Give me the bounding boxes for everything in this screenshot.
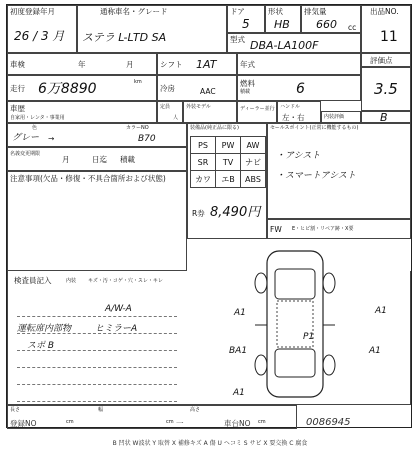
door-value: 5 xyxy=(242,17,250,31)
mark-a1-side: A1 xyxy=(369,346,381,356)
type-value: DBA-LA100F xyxy=(250,39,319,52)
equipment-cell xyxy=(187,123,267,239)
door-label: ドア xyxy=(230,7,245,16)
sales-points-cell xyxy=(267,123,411,219)
width-label: 幅 xyxy=(98,407,104,413)
reg-no-dash: 一 xyxy=(176,419,184,428)
score-label-cell xyxy=(361,53,411,67)
capacity-value: 6 xyxy=(296,81,305,97)
color-model-label: 外装モデル xyxy=(186,104,211,110)
mileage-label: 走行 xyxy=(10,84,25,93)
sales-point-2: ・スマートアシスト xyxy=(276,171,356,181)
cc-value: 660 xyxy=(316,18,337,31)
car-diagram xyxy=(227,241,357,405)
handle-label: ハンドル xyxy=(280,104,301,110)
displacement-cell xyxy=(301,5,361,33)
width-unit: cm xyxy=(166,419,174,425)
cc-unit: cc xyxy=(348,23,357,32)
shift-cell xyxy=(157,53,237,75)
sales-point-1: ・アシスト xyxy=(276,151,321,161)
score-label: 評価点 xyxy=(370,56,393,65)
fw-cell xyxy=(267,219,411,239)
auction-sheet xyxy=(6,4,412,428)
chassis-value: 0086945 xyxy=(306,417,351,428)
inspector-interior-items: キズ・汚・コゲ・穴・スレ・キレ xyxy=(88,278,163,284)
length-unit: cm xyxy=(66,419,74,425)
listing-value: 11 xyxy=(380,29,398,45)
inspector-interior-label: 内装 xyxy=(66,278,77,284)
mark-a1-left: A1 xyxy=(234,308,246,318)
tv-item: TV xyxy=(216,154,241,171)
airbag-item: エB xyxy=(216,171,241,188)
shape-cell xyxy=(265,5,301,33)
shape-label: 形状 xyxy=(268,7,283,16)
recycle-value: 8,490円 xyxy=(210,205,261,220)
ac-label: 冷房 xyxy=(160,84,175,93)
color-original-label: 色 xyxy=(32,125,38,131)
equipment-label: 装備品(純正品に限る) xyxy=(190,125,239,131)
name-change-label: 名義変更期限 xyxy=(10,151,41,157)
note-interior: 運転席内部物 xyxy=(17,324,72,334)
length-label: 長さ xyxy=(10,407,21,413)
sales-points-label: セールスポイント(正常に機能するもの) xyxy=(270,125,359,131)
listing-label: 出品NO. xyxy=(370,7,399,16)
reg-no-label: 登録NO xyxy=(10,419,37,428)
first-registration-cell xyxy=(7,5,77,53)
fuel-label: 燃料 xyxy=(240,79,255,88)
fuel-cell xyxy=(237,75,361,101)
interior-value: B xyxy=(380,111,388,124)
interior-label-cell xyxy=(321,111,361,123)
model-name-value: ステラ L-LTD SA xyxy=(82,31,167,44)
ac-value: AAC xyxy=(200,87,216,96)
pw-item: PW xyxy=(216,137,241,154)
score-value: 3.5 xyxy=(374,80,398,98)
legend: B 凹状 W波状 Y 取替 X 補修キズ A 傷 U ヘコミ S サビ X 要交換 C 腐食 xyxy=(112,440,308,447)
abs-item: ABS xyxy=(241,171,266,188)
cc-label: 排気量 xyxy=(304,7,327,16)
type-label: 型式 xyxy=(230,35,245,44)
year-label: 年式 xyxy=(240,60,255,69)
inspection-cell xyxy=(7,53,157,75)
first-reg-label: 初度登録年月 xyxy=(10,7,55,16)
inspection-label: 車検 xyxy=(10,60,25,69)
mark-a1-rear: A1 xyxy=(233,388,245,398)
note-spo: スポ B xyxy=(27,341,55,351)
color-no-label: カラーNO xyxy=(126,125,149,131)
inspection-year: 年 xyxy=(78,60,86,69)
score-value-cell xyxy=(361,67,411,111)
shift-label: シフト xyxy=(160,60,183,69)
year-cell xyxy=(237,53,361,75)
fw-label: FW xyxy=(270,225,282,234)
mileage-cell xyxy=(7,75,157,101)
capacity-label: 積載 xyxy=(240,89,251,95)
sr-item: SR xyxy=(191,154,216,171)
aw-item: AW xyxy=(241,137,266,154)
fw-text: E・ヒビ割・リペア跡・X要 xyxy=(292,226,354,232)
mark-ba1: BA1 xyxy=(229,346,248,356)
seats-unit: 人 xyxy=(173,115,179,121)
handle-value: 左・右 xyxy=(282,113,305,122)
first-reg-value: 26 / 3 月 xyxy=(14,29,65,43)
door-cell xyxy=(227,5,265,33)
history-sub: 自家用・レンタ・事業用 xyxy=(10,115,65,121)
interior-label: 内装評価 xyxy=(324,114,345,120)
ps-item: PS xyxy=(191,137,216,154)
note-aw: A/W-A xyxy=(105,304,132,314)
docs-date-label: 日迄 xyxy=(92,155,107,164)
registration-row xyxy=(6,418,412,432)
leather-item: カワ xyxy=(191,171,216,188)
mark-p1: P1 xyxy=(303,332,315,342)
docs-multi-label: 積載 xyxy=(120,155,135,164)
shape-value: HB xyxy=(274,18,290,31)
note-mirror: ヒミラーA xyxy=(95,324,138,334)
exterior-model-cell xyxy=(183,101,237,123)
model-name-cell xyxy=(77,5,227,53)
listing-number-cell xyxy=(361,5,411,53)
mileage-value: 6万8890 xyxy=(38,81,97,97)
color-no-value: B70 xyxy=(138,134,156,144)
mileage-unit: km xyxy=(134,79,142,85)
docs-month: 月 xyxy=(62,155,70,164)
height-unit: cm xyxy=(258,419,266,425)
dealer-label: ディーラー並行 xyxy=(240,106,275,112)
seats-cell xyxy=(157,101,183,123)
chassis-label: 車台NO xyxy=(224,419,251,428)
inspector-label: 検査員記入 xyxy=(14,276,52,285)
interior-value-cell xyxy=(361,111,411,123)
remarks-label: 注意事項(欠品・修復・不具合箇所および状態) xyxy=(10,174,166,183)
shift-value: 1AT xyxy=(196,58,217,71)
height-label: 高さ xyxy=(190,407,201,413)
history-cell xyxy=(7,101,157,123)
type-cell xyxy=(227,33,361,53)
mark-a1-right: A1 xyxy=(375,306,387,316)
inspection-month: 月 xyxy=(126,60,134,69)
dealer-cell xyxy=(237,101,277,123)
model-name-label: 通称車名・グレード xyxy=(100,7,168,16)
seats-label: 定員 xyxy=(160,104,171,110)
color-cell: 色 グレー → カラーNO B70 xyxy=(7,123,187,147)
recycle-label: R券 xyxy=(192,209,205,218)
navi-item: ナビ xyxy=(241,154,266,171)
ac-cell xyxy=(157,75,237,101)
history-label: 車歴 xyxy=(10,104,25,113)
name-change-cell xyxy=(7,147,187,171)
equipment-grid xyxy=(190,136,266,188)
color-value: グレー xyxy=(12,133,40,143)
remarks-cell xyxy=(7,171,187,271)
handle-cell xyxy=(277,101,321,123)
